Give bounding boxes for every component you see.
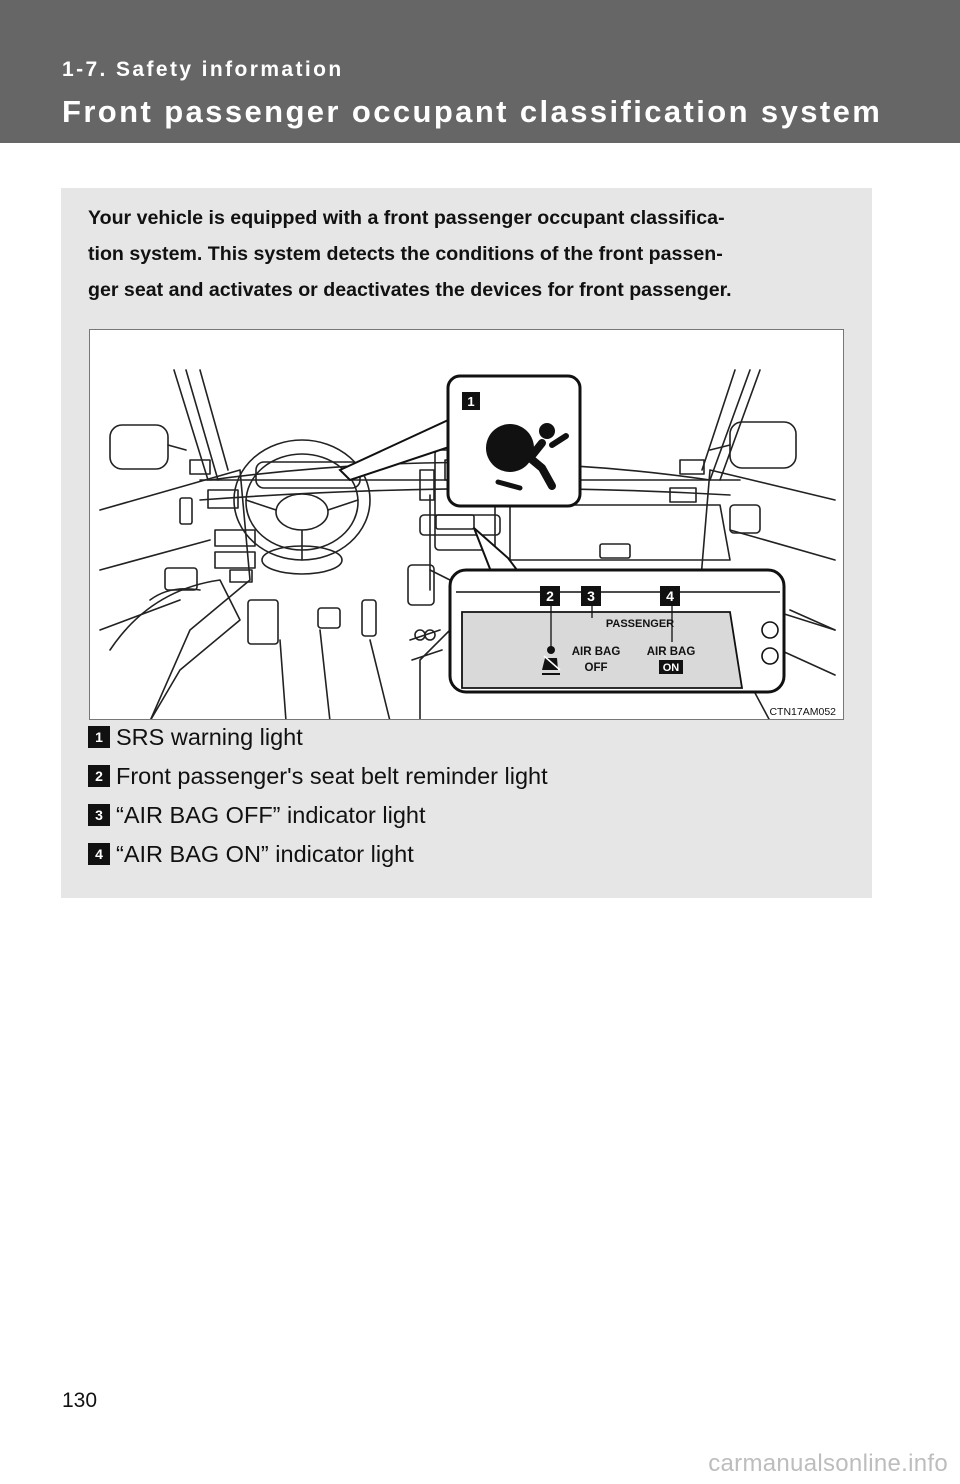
figure-code: CTN17AM052 — [769, 706, 836, 718]
intro-line: ger seat and activates or deactivates the devices for front passenger. — [88, 279, 732, 301]
legend-text: Front passenger's seat belt reminder light — [116, 763, 548, 789]
airbag-on-label-line1: AIR BAG — [646, 646, 696, 658]
legend-item-1 — [88, 722, 828, 752]
intro-paragraph — [88, 200, 848, 308]
passenger-label: PASSENGER — [605, 618, 675, 630]
legend-text: “AIR BAG OFF” indicator light — [116, 802, 426, 828]
section-heading: 1-7. Safety information — [62, 58, 344, 81]
legend-number-badge: 2 — [88, 765, 110, 787]
callout-number-1-label: 1 — [467, 394, 475, 409]
dashboard-illustration — [89, 329, 844, 720]
legend-text: “AIR BAG ON” indicator light — [116, 841, 414, 867]
airbag-on-badge-label: ON — [662, 662, 680, 674]
legend-number-badge: 3 — [88, 804, 110, 826]
page-number: 130 — [62, 1389, 98, 1412]
page-header — [0, 0, 960, 143]
dashboard-drawing — [90, 330, 844, 720]
page-title: Front passenger occupant classification system — [62, 94, 883, 129]
intro-line: tion system. This system detects the conditions of the front passen- — [88, 243, 723, 265]
airbag-off-label-line1: AIR BAG — [571, 646, 621, 658]
legend-item-2 — [88, 761, 828, 791]
callout-number-3-label: 3 — [587, 588, 595, 604]
watermark: carmanualsonline.info — [708, 1450, 948, 1477]
legend-number-badge: 1 — [88, 726, 110, 748]
airbag-off-label-line2: OFF — [584, 662, 608, 674]
callout-number-2-label: 2 — [546, 588, 554, 604]
intro-line: Your vehicle is equipped with a front passenger occupant classifica- — [88, 207, 725, 229]
legend-item-3 — [88, 800, 828, 830]
legend-text: SRS warning light — [116, 724, 303, 750]
legend-number-badge: 4 — [88, 843, 110, 865]
callout-number-4-label: 4 — [666, 588, 674, 604]
legend-item-4 — [88, 839, 828, 869]
